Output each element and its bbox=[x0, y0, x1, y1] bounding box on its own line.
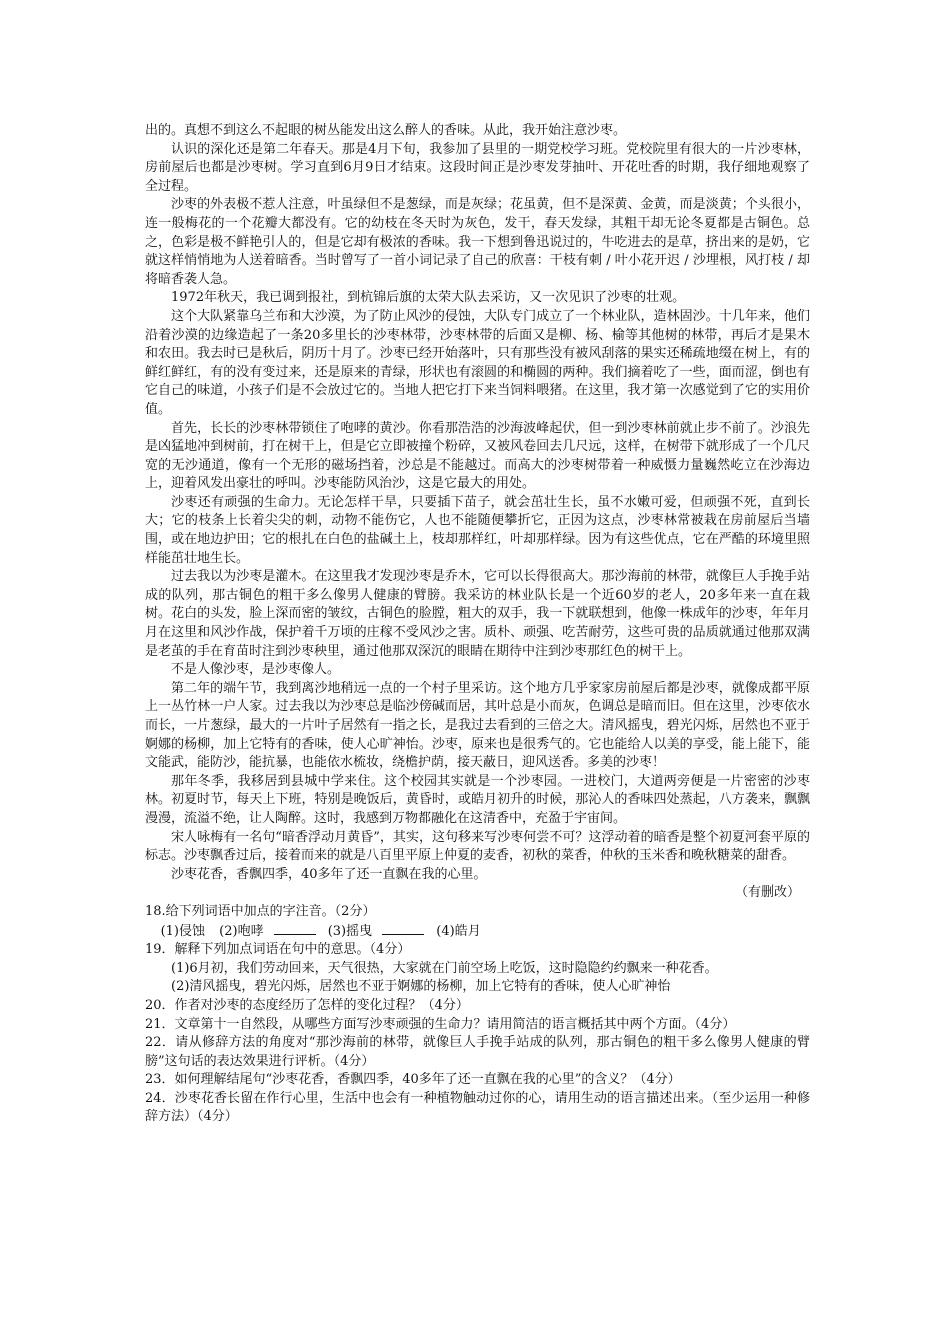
question-18-choice: (2)咆哮 bbox=[219, 923, 264, 939]
question-19-stem: 19．解释下列加点词语在句中的意思。（4分） bbox=[145, 942, 411, 958]
passage-paragraph: 那年冬季，我移居到县城中学来住。这个校园其实就是一个沙枣园。一进校门，大道两旁便是一片密密的沙枣林。初夏时节，每天上下班，特别是晚饭后，黄昏时，或皓月初升的时候，那沁人的香味四处蒸起，八方袭来，飘飘漫漫，流溢不绝，让人陶醉。这时，我感到万物都融化在这清香中，充盈于宇宙间。 bbox=[145, 773, 810, 826]
question-19-item: (2)清风摇曳，碧光闪烁，居然也不亚于婀娜的杨柳，加上它特有的香味，使人心旷神怡 bbox=[171, 979, 671, 995]
question-18-choice: (1)侵蚀 bbox=[160, 923, 206, 939]
question-20: 20．作者对沙枣的态度经历了怎样的变化过程？（4分） bbox=[145, 997, 469, 1013]
question-22: 22．请从修辞方法的角度对“那沙海前的林带，就像巨人手挽手站成的队列，那古铜色的粗干多么像男人健康的臂膀”这句话的表达效果进行评析。（4分） bbox=[145, 1035, 810, 1069]
question-24: 24．沙枣花香长留在作行心里，生活中也会有一种植物触动过你的心，请用生动的语言描述出来。（至少运用一种修辞方法）（4分） bbox=[145, 1090, 810, 1125]
passage-paragraph: 第二年的端午节，我到离沙地稍远一点的一个村子里采访。这个地方几乎家家房前屋后都是沙枣，就像成都平原上一丛竹林一户人家。过去我以为沙枣总是临沙傍碱而居，其叶总是小而灰，色调总是暗而旧。但在这里，沙枣依水而长，一片葱绿，最大的一片叶子居然有一指之长，是我过去看到的三倍之大。清风摇曳，碧光闪烁，居然也不亚于婀娜的杨柳，加上它特有的香味，使人心旷神怡。沙枣，原来也是很秀气的。它也能给人以美的享受，能上能下，能文能武，能防沙，能抗暴，也能依水梳妆，绕檐护荫，接天蔽日，迎风送香。多美的沙枣！ bbox=[145, 680, 810, 771]
answer-blank[interactable] bbox=[274, 922, 316, 935]
question-18-choice: (4)皓月 bbox=[436, 923, 481, 939]
question-18-choices bbox=[145, 922, 810, 942]
passage-paragraph: 宋人咏梅有一名句“暗香浮动月黄昏”，其实，这句移来写沙枣何尝不可？这浮动着的暗香是整个初夏河套平原的标志。沙枣飘香过后，接着而来的就是八百里平原上仲夏的麦香，初秋的菜香，仲秋的玉米香和晚秋糖菜的甜香。 bbox=[145, 829, 810, 864]
answer-blank[interactable] bbox=[382, 922, 424, 935]
exam-page bbox=[145, 122, 810, 1127]
passage-paragraph: 沙枣花香，香飘四季，40多年了还一直飘在我的心里。 bbox=[171, 866, 487, 882]
question-18-choice: (3)摇曳 bbox=[327, 923, 373, 939]
passage-paragraph: 出的。真想不到这么不起眼的树丛能发出这么醉人的香味。从此，我开始注意沙枣。 bbox=[145, 123, 627, 138]
question-section bbox=[145, 903, 810, 1127]
passage-paragraph: 沙枣的外表极不惹人注意，叶虽绿但不是葱绿，而是灰绿；花虽黄，但不是深黄、金黄，而是淡黄；个头很小，连一般梅花的一个花瓣大都没有。它的幼枝在冬天时为灰色，发干，春天发绿，其粗干却无论冬夏都是古铜色。总之，色彩是极不鲜艳引人的，但是它却有极浓的香味。我一下想到鲁迅说过的，牛吃进去的是草，挤出来的是奶，它就这样悄悄地为人送着暗香。当时曾写了一首小词记录了自己的欣喜：干枝有刺 / 叶小花开迟 / 沙埋根，风打枝 / 却将暗香袭人急。 bbox=[145, 197, 810, 287]
question-23: 23．如何理解结尾句“沙枣花香，香飘四季，40多年了还一直飘在我的心里”的含义？（4分） bbox=[145, 1072, 681, 1088]
passage-paragraph: 首先，长长的沙枣林带锁住了咆哮的黄沙。你看那浩浩的沙海波峰起伏，但一到沙枣林前就止步不前了。沙浪先是凶猛地冲到树前，打在树干上，但是它立即被撞个粉碎，又被风卷回去几尺远，这样，在树带下就形成了一个几尺宽的无沙通道，像有一个无形的磁场挡着，沙总是不能越过。而高大的沙枣树带着一种威慑力量巍然屹立在沙海边上，迎着风发出豪壮的呼叫。沙枣能防风治沙，这是它最大的用处。 bbox=[145, 420, 810, 492]
passage-paragraph: 不是人像沙枣，是沙枣像人。 bbox=[171, 662, 341, 678]
passage-paragraph: 过去我以为沙枣是灌木。在这里我才发现沙枣是乔木，它可以长得很高大。那沙海前的林带，就像巨人手挽手站成的队列，那古铜色的粗干多么像男人健康的臂膀。我采访的林业队长是一个近60岁的老人，20多年来一直在栽树。花白的头发，脸上深而密的皱纹，古铜色的脸膛，粗大的双手，我一下就联想到，他像一株成年的沙枣，年年月月在这里和风沙作战，保护着千万顷的庄稼不受风沙之害。质朴、顽强、吃苦耐劳，这些可贵的品质就通过他那双满是老茧的手在育苗时注到沙枣秧里，通过他那双深沉的眼睛在期待中注到沙枣那红色的树干上。 bbox=[145, 569, 810, 659]
passage-paragraph: 认识的深化还是第二年春天。那是4月下旬，我参加了县里的一期党校学习班。党校院里有很大的一片沙枣林，房前屋后也都是沙枣树。学习直到6月9日才结束。这段时间正是沙枣发芽抽叶、开花吐香的时期，我仔细地观察了全过程。 bbox=[145, 141, 810, 194]
question-19-item: (1)6月初，我们劳动回来，天气很热，大家就在门前空场上吃饭，这时隐隐约约飘来一种花香。 bbox=[171, 960, 718, 976]
passage-paragraph: 沙枣还有顽强的生命力。无论怎样干旱，只要插下苗子，就会茁壮生长，虽不水嫩可爱，但顽强不死，直到长大；它的枝条上长着尖尖的刺，动物不能伤它，人也不能随便攀折它，正因为这点，沙枣林常被栽在房前屋后当墙围，或在地边护田；它的根扎在白色的盐碱土上，枝却那样红，叶却那样绿。因为有这些优点，它在严酷的环境里照样能茁壮地生长。 bbox=[145, 494, 810, 566]
passage-paragraph: 1972年秋天，我已调到报社，到杭锦后旗的太荣大队去采访，又一次见识了沙枣的壮观。 bbox=[171, 290, 686, 306]
source-note: （有删改） bbox=[734, 885, 800, 901]
passage-paragraph: 这个大队紧靠乌兰布和大沙漠，为了防止风沙的侵蚀，大队专门成立了一个林业队，造林固沙。十几年来，他们沿着沙漠的边缘造起了一条20多里长的沙枣林带，沙枣林带的后面又是柳、杨、榆等其他树的林带，再后才是果木和农田。我去时已是秋后，阴历十月了。沙枣已经开始落叶，只有那些没有被风刮落的果实还稀疏地缀在树上，有的鲜红鲜红，有的没有变过来，还是原来的青绿，形状也有滚圆的和椭圆的两种。我们摘着吃了一些，面而涩，倒也有它自己的味道，小孩子们是不会放过它的。当地人把它打下来当饲料喂猪。在这里，我才第一次感觉到了它的实用价值。 bbox=[145, 308, 810, 417]
reading-passage bbox=[145, 122, 810, 884]
question-21: 21．文章第十一自然段，从哪些方面写沙枣顽强的生命力？请用简洁的语言概括其中两个方面。（4分） bbox=[145, 1016, 736, 1032]
question-18-stem: 18.给下列词语中加点的字注音。（2分） bbox=[145, 903, 376, 919]
